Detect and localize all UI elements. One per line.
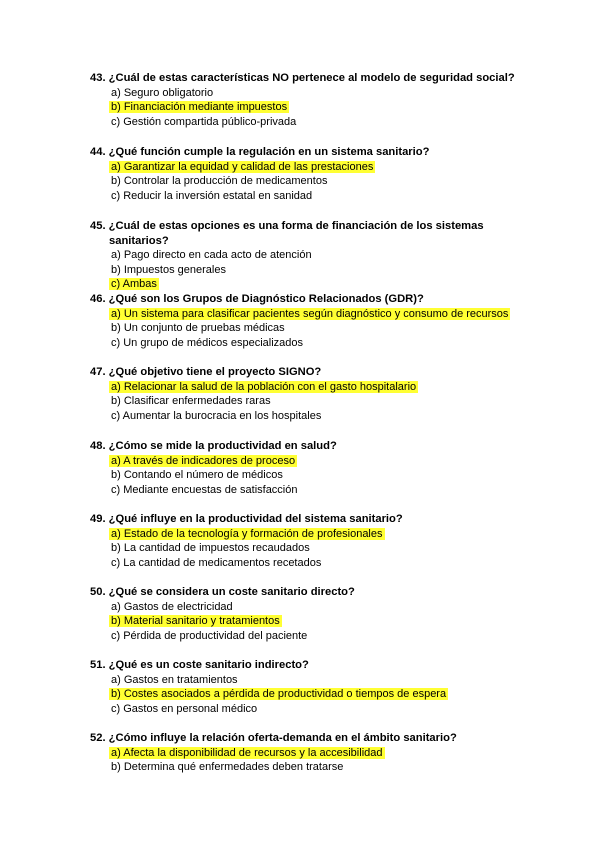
option-b: b) Impuestos generales — [111, 263, 226, 276]
option-a-highlighted: a) Afecta la disponibilidad de recursos y la accesibilidad — [111, 746, 383, 759]
option-c: c) Mediante encuestas de satisfacción — [111, 483, 298, 496]
option-c: c) Un grupo de médicos especializados — [111, 336, 303, 349]
option-c: c) Gestión compartida público-privada — [111, 115, 297, 128]
option-c: c) La cantidad de medicamentos recetados — [111, 556, 322, 569]
option-c: c) Aumentar la burocracia en los hospitales — [111, 409, 322, 422]
question-49 — [90, 512, 520, 570]
question-47 — [90, 365, 520, 423]
question-title: 46. ¿Qué son los Grupos de Diagnóstico Relacionados (GDR)? — [90, 293, 424, 305]
option-b-highlighted: b) Financiación mediante impuestos — [111, 101, 288, 114]
option-a: a) Pago directo en cada acto de atención — [111, 249, 312, 262]
option-a: a) Gastos de electricidad — [111, 600, 233, 613]
option-b: b) Un conjunto de pruebas médicas — [111, 322, 285, 335]
question-title-line-2: sanitarios? — [109, 234, 169, 247]
question-title: 47. ¿Qué objetivo tiene el proyecto SIGNO? — [90, 366, 322, 378]
option-b: b) Determina qué enfermedades deben tratarse — [111, 761, 344, 774]
question-title: 49. ¿Qué influye en la productividad del sistema sanitario? — [90, 513, 403, 525]
option-a-highlighted: a) Garantizar la equidad y calidad de las prestaciones — [111, 160, 374, 173]
question-51 — [90, 658, 520, 716]
option-b-highlighted: b) Material sanitario y tratamientos — [111, 615, 280, 628]
question-title: 50. ¿Qué se considera un coste sanitario directo? — [90, 586, 355, 598]
option-b: b) Clasificar enfermedades raras — [111, 395, 271, 408]
question-title: 52. ¿Cómo influye la relación oferta-demanda en el ámbito sanitario? — [90, 732, 457, 744]
option-a-highlighted: a) Un sistema para clasificar pacientes según diagnóstico y consumo de recursos — [111, 307, 509, 320]
question-50 — [90, 585, 520, 643]
question-44 — [90, 145, 520, 203]
option-b: b) Contando el número de médicos — [111, 469, 283, 482]
option-b: b) Controlar la producción de medicamentos — [111, 175, 328, 188]
option-a: a) Seguro obligatorio — [111, 86, 214, 99]
option-a: a) Gastos en tratamientos — [111, 673, 238, 686]
option-c-highlighted: c) Ambas — [111, 278, 157, 291]
option-c: c) Gastos en personal médico — [111, 702, 258, 715]
question-title: 51. ¿Qué es un coste sanitario indirecto? — [90, 659, 309, 671]
question-title: 44. ¿Qué función cumple la regulación en un sistema sanitario? — [90, 146, 430, 158]
option-b-highlighted: b) Costes asociados a pérdida de productividad o tiempos de espera — [111, 688, 447, 701]
option-a-highlighted: a) A través de indicadores de proceso — [111, 454, 296, 467]
option-a-highlighted: a) Relacionar la salud de la población con el gasto hospitalario — [111, 380, 417, 393]
option-c: c) Reducir la inversión estatal en sanidad — [111, 189, 313, 202]
option-c: c) Pérdida de productividad del paciente — [111, 629, 308, 642]
option-a-highlighted: a) Estado de la tecnología y formación de profesionales — [111, 527, 383, 540]
question-title-line-1: 45. ¿Cuál de estas opciones es una forma de financiación de los sistemas — [90, 220, 484, 232]
question-52 — [90, 731, 520, 775]
question-title: 43. ¿Cuál de estas características NO pertenece al modelo de seguridad social? — [90, 72, 515, 84]
question-45 — [90, 219, 520, 292]
option-b: b) La cantidad de impuestos recaudados — [111, 542, 310, 555]
question-43 — [90, 71, 520, 129]
question-48 — [90, 439, 520, 497]
question-title: 48. ¿Cómo se mide la productividad en salud? — [90, 440, 337, 452]
question-46 — [90, 292, 520, 350]
